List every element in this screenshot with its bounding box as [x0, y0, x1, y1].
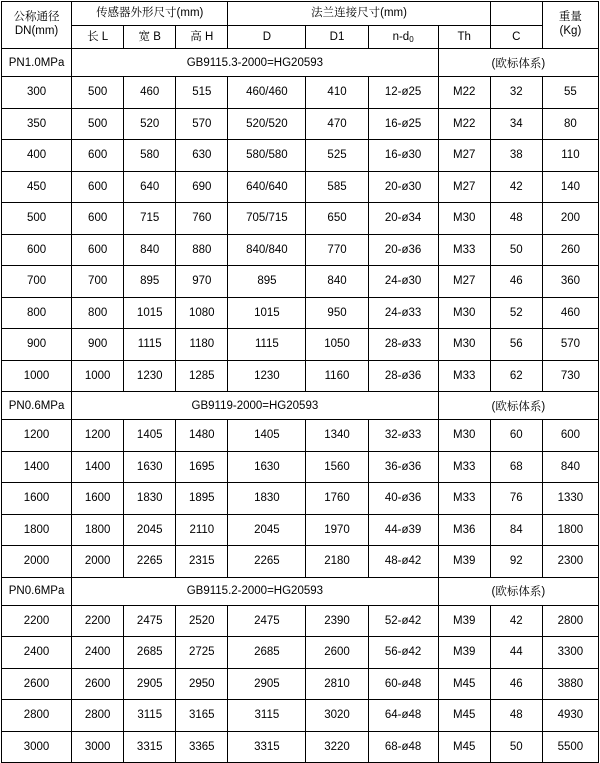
table-row — [2, 546, 599, 578]
cell-weight: 80 — [542, 108, 598, 140]
cell-length-l: 2200 — [72, 605, 124, 637]
table-row — [2, 668, 599, 700]
header-weight — [542, 2, 598, 49]
cell-th: M33 — [438, 451, 490, 483]
cell-d1: 1050 — [306, 329, 368, 361]
cell-width-b: 520 — [124, 108, 176, 140]
cell-weight: 600 — [542, 420, 598, 452]
cell-c: 76 — [490, 483, 542, 515]
cell-c: 34 — [490, 108, 542, 140]
cell-d1: 1560 — [306, 451, 368, 483]
cell-d1: 2810 — [306, 668, 368, 700]
cell-width-b: 1405 — [124, 420, 176, 452]
cell-d1: 1760 — [306, 483, 368, 515]
cell-d: 520/520 — [228, 108, 306, 140]
cell-width-b: 715 — [124, 203, 176, 235]
table-header-row-groups — [2, 2, 599, 26]
table-row — [2, 700, 599, 732]
cell-length-l: 900 — [72, 329, 124, 361]
cell-th: M22 — [438, 77, 490, 109]
cell-width-b: 640 — [124, 171, 176, 203]
cell-c: 84 — [490, 514, 542, 546]
cell-width-b: 1830 — [124, 483, 176, 515]
cell-n-d0: 48-ø42 — [368, 546, 438, 578]
cell-d: 2905 — [228, 668, 306, 700]
cell-th: M30 — [438, 203, 490, 235]
cell-d: 1230 — [228, 360, 306, 392]
cell-th: M45 — [438, 668, 490, 700]
cell-d1: 410 — [306, 77, 368, 109]
cell-weight: 840 — [542, 451, 598, 483]
cell-n-d0: 64-ø48 — [368, 700, 438, 732]
cell-d: 705/715 — [228, 203, 306, 235]
cell-d1: 2600 — [306, 637, 368, 669]
cell-d: 840/840 — [228, 234, 306, 266]
cell-d: 2475 — [228, 605, 306, 637]
header-n-d0: $n-d_0$ — [368, 26, 438, 49]
cell-width-b: 1630 — [124, 451, 176, 483]
cell-length-l: 600 — [72, 203, 124, 235]
cell-width-b: 2685 — [124, 637, 176, 669]
cell-weight: 460 — [542, 297, 598, 329]
cell-length-l: 700 — [72, 266, 124, 298]
cell-height-h: 3165 — [176, 700, 228, 732]
cell-weight: 2300 — [542, 546, 598, 578]
section-pressure-rating: PN0.6MPa — [2, 577, 72, 605]
cell-d: 2045 — [228, 514, 306, 546]
cell-n-d0: 28-ø33 — [368, 329, 438, 361]
cell-d1: 585 — [306, 171, 368, 203]
cell-dn: 1800 — [2, 514, 72, 546]
cell-c: 62 — [490, 360, 542, 392]
cell-d1: 2390 — [306, 605, 368, 637]
cell-dn: 400 — [2, 140, 72, 172]
cell-c: 48 — [490, 203, 542, 235]
cell-n-d0: 56-ø42 — [368, 637, 438, 669]
cell-weight: 5500 — [542, 731, 598, 763]
cell-d1: 650 — [306, 203, 368, 235]
cell-d1: 525 — [306, 140, 368, 172]
header-spacer-c — [490, 2, 542, 26]
table-row — [2, 637, 599, 669]
cell-n-d0: 24-ø30 — [368, 266, 438, 298]
table-row — [2, 605, 599, 637]
header-weight-line1: 重量 — [558, 11, 582, 24]
cell-dn: 2000 — [2, 546, 72, 578]
cell-c: 60 — [490, 420, 542, 452]
cell-width-b: 460 — [124, 77, 176, 109]
cell-dn: 800 — [2, 297, 72, 329]
cell-dn: 500 — [2, 203, 72, 235]
cell-weight: 260 — [542, 234, 598, 266]
cell-height-h: 515 — [176, 77, 228, 109]
cell-width-b: 1015 — [124, 297, 176, 329]
cell-height-h: 2110 — [176, 514, 228, 546]
cell-height-h: 1480 — [176, 420, 228, 452]
cell-length-l: 600 — [72, 234, 124, 266]
cell-length-l: 1600 — [72, 483, 124, 515]
cell-dn: 600 — [2, 234, 72, 266]
cell-height-h: 690 — [176, 171, 228, 203]
cell-length-l: 3000 — [72, 731, 124, 763]
cell-n-d0: 20-ø36 — [368, 234, 438, 266]
cell-length-l: 1200 — [72, 420, 124, 452]
cell-width-b: 2045 — [124, 514, 176, 546]
cell-n-d0: 36-ø36 — [368, 451, 438, 483]
section-standard-system: (欧标体系) — [438, 49, 598, 77]
cell-width-b: 895 — [124, 266, 176, 298]
cell-th: M33 — [438, 234, 490, 266]
header-nominal-diameter-line2: DN(mm) — [14, 25, 59, 37]
cell-th: M36 — [438, 514, 490, 546]
cell-c: 42 — [490, 605, 542, 637]
cell-d: 640/640 — [228, 171, 306, 203]
cell-th: M22 — [438, 108, 490, 140]
cell-dn: 1400 — [2, 451, 72, 483]
cell-d1: 1340 — [306, 420, 368, 452]
cell-length-l: 2000 — [72, 546, 124, 578]
cell-weight: 730 — [542, 360, 598, 392]
cell-width-b: 2905 — [124, 668, 176, 700]
cell-width-b: 3315 — [124, 731, 176, 763]
cell-height-h: 1180 — [176, 329, 228, 361]
table-row — [2, 140, 599, 172]
cell-d1: 1970 — [306, 514, 368, 546]
cell-weight: 2800 — [542, 605, 598, 637]
cell-weight: 1800 — [542, 514, 598, 546]
cell-d: 2265 — [228, 546, 306, 578]
cell-d: 1115 — [228, 329, 306, 361]
cell-d1: 1160 — [306, 360, 368, 392]
section-standard-code: GB9115.3-2000=HG20593 — [72, 49, 439, 77]
section-standard-code: GB9115.2-2000=HG20593 — [72, 577, 439, 605]
cell-c: 32 — [490, 77, 542, 109]
cell-th: M30 — [438, 329, 490, 361]
section-pressure-rating: PN1.0MPa — [2, 49, 72, 77]
cell-width-b: 2265 — [124, 546, 176, 578]
header-th: Th — [438, 26, 490, 49]
cell-length-l: 600 — [72, 140, 124, 172]
header-height-h: 高 H — [176, 26, 228, 49]
cell-c: 38 — [490, 140, 542, 172]
cell-weight: 55 — [542, 77, 598, 109]
table-row — [2, 451, 599, 483]
cell-weight: 570 — [542, 329, 598, 361]
cell-dn: 450 — [2, 171, 72, 203]
table-row — [2, 77, 599, 109]
cell-n-d0: 32-ø33 — [368, 420, 438, 452]
cell-d: 3115 — [228, 700, 306, 732]
cell-d1: 3220 — [306, 731, 368, 763]
cell-dn: 3000 — [2, 731, 72, 763]
cell-n-d0: 20-ø34 — [368, 203, 438, 235]
header-flange-dimensions: 法兰连接尺寸(mm) — [228, 2, 490, 26]
table-row — [2, 420, 599, 452]
cell-th: M45 — [438, 700, 490, 732]
cell-height-h: 570 — [176, 108, 228, 140]
cell-height-h: 1695 — [176, 451, 228, 483]
cell-th: M27 — [438, 140, 490, 172]
section-standard-system: (欧标体系) — [438, 577, 598, 605]
cell-d: 1405 — [228, 420, 306, 452]
cell-weight: 140 — [542, 171, 598, 203]
cell-th: M33 — [438, 483, 490, 515]
table-row — [2, 329, 599, 361]
cell-height-h: 880 — [176, 234, 228, 266]
cell-dn: 300 — [2, 77, 72, 109]
cell-width-b: 840 — [124, 234, 176, 266]
cell-d: 2685 — [228, 637, 306, 669]
cell-d: 895 — [228, 266, 306, 298]
cell-weight: 360 — [542, 266, 598, 298]
cell-d: 1015 — [228, 297, 306, 329]
specification-table — [1, 1, 599, 763]
cell-length-l: 2400 — [72, 637, 124, 669]
cell-c: 50 — [490, 234, 542, 266]
table-row — [2, 483, 599, 515]
cell-height-h: 2950 — [176, 668, 228, 700]
table-row — [2, 514, 599, 546]
cell-n-d0: 60-ø48 — [368, 668, 438, 700]
cell-height-h: 760 — [176, 203, 228, 235]
cell-n-d0: 40-ø36 — [368, 483, 438, 515]
cell-d1: 770 — [306, 234, 368, 266]
cell-th: M39 — [438, 637, 490, 669]
section-standard-code: GB9119-2000=HG20593 — [72, 392, 439, 420]
cell-d: 460/460 — [228, 77, 306, 109]
cell-weight: 3300 — [542, 637, 598, 669]
cell-length-l: 2600 — [72, 668, 124, 700]
cell-dn: 2400 — [2, 637, 72, 669]
cell-n-d0: 52-ø42 — [368, 605, 438, 637]
table-row — [2, 360, 599, 392]
cell-weight: 3880 — [542, 668, 598, 700]
header-width-b: 宽 B — [124, 26, 176, 49]
header-nominal-diameter — [2, 2, 72, 49]
cell-th: M30 — [438, 297, 490, 329]
header-d: D — [228, 26, 306, 49]
cell-c: 50 — [490, 731, 542, 763]
cell-height-h: 1285 — [176, 360, 228, 392]
cell-weight: 1330 — [542, 483, 598, 515]
header-c: C — [490, 26, 542, 49]
cell-height-h: 3365 — [176, 731, 228, 763]
cell-c: 46 — [490, 266, 542, 298]
cell-width-b: 1230 — [124, 360, 176, 392]
section-pressure-rating: PN0.6MPa — [2, 392, 72, 420]
cell-n-d0: 68-ø48 — [368, 731, 438, 763]
cell-length-l: 1800 — [72, 514, 124, 546]
cell-c: 56 — [490, 329, 542, 361]
cell-th: M30 — [438, 420, 490, 452]
section-standard-system: (欧标体系) — [438, 392, 598, 420]
cell-height-h: 1080 — [176, 297, 228, 329]
cell-c: 42 — [490, 171, 542, 203]
cell-dn: 700 — [2, 266, 72, 298]
header-sensor-dimensions: 传感器外形尺寸(mm) — [72, 2, 228, 26]
cell-c: 92 — [490, 546, 542, 578]
cell-dn: 1600 — [2, 483, 72, 515]
cell-width-b: 580 — [124, 140, 176, 172]
cell-length-l: 1400 — [72, 451, 124, 483]
cell-dn: 1200 — [2, 420, 72, 452]
cell-width-b: 1115 — [124, 329, 176, 361]
cell-d1: 950 — [306, 297, 368, 329]
cell-length-l: 500 — [72, 77, 124, 109]
cell-d: 1830 — [228, 483, 306, 515]
cell-dn: 2600 — [2, 668, 72, 700]
cell-c: 68 — [490, 451, 542, 483]
cell-d: 1630 — [228, 451, 306, 483]
cell-weight: 4930 — [542, 700, 598, 732]
cell-weight: 200 — [542, 203, 598, 235]
cell-dn: 2200 — [2, 605, 72, 637]
cell-n-d0: 28-ø36 — [368, 360, 438, 392]
cell-d: 580/580 — [228, 140, 306, 172]
cell-th: M39 — [438, 546, 490, 578]
header-nominal-diameter-line1: 公称通径 — [13, 11, 60, 24]
cell-weight: 110 — [542, 140, 598, 172]
cell-height-h: 970 — [176, 266, 228, 298]
cell-height-h: 2315 — [176, 546, 228, 578]
cell-height-h: 2725 — [176, 637, 228, 669]
cell-th: M45 — [438, 731, 490, 763]
table-row — [2, 234, 599, 266]
header-weight-line2: (Kg) — [559, 25, 582, 37]
header-length-l: 长 L — [72, 26, 124, 49]
cell-n-d0: 44-ø39 — [368, 514, 438, 546]
section-header-row — [2, 577, 599, 605]
cell-height-h: 2520 — [176, 605, 228, 637]
cell-n-d0: 24-ø33 — [368, 297, 438, 329]
cell-height-h: 1895 — [176, 483, 228, 515]
table-row — [2, 297, 599, 329]
table-row — [2, 731, 599, 763]
cell-c: 48 — [490, 700, 542, 732]
cell-dn: 350 — [2, 108, 72, 140]
cell-n-d0: 16-ø25 — [368, 108, 438, 140]
cell-n-d0: 16-ø30 — [368, 140, 438, 172]
cell-c: 52 — [490, 297, 542, 329]
cell-width-b: 2475 — [124, 605, 176, 637]
header-d1: D1 — [306, 26, 368, 49]
cell-th: M27 — [438, 266, 490, 298]
cell-d: 3315 — [228, 731, 306, 763]
cell-th: M27 — [438, 171, 490, 203]
cell-th: M39 — [438, 605, 490, 637]
cell-d1: 470 — [306, 108, 368, 140]
cell-d1: 840 — [306, 266, 368, 298]
table-row — [2, 108, 599, 140]
cell-d1: 3020 — [306, 700, 368, 732]
section-header-row — [2, 392, 599, 420]
table-row — [2, 203, 599, 235]
cell-c: 46 — [490, 668, 542, 700]
cell-length-l: 800 — [72, 297, 124, 329]
cell-n-d0: 20-ø30 — [368, 171, 438, 203]
cell-c: 44 — [490, 637, 542, 669]
table-row — [2, 266, 599, 298]
table-row — [2, 171, 599, 203]
section-header-row — [2, 49, 599, 77]
cell-n-d0: 12-ø25 — [368, 77, 438, 109]
cell-length-l: 2800 — [72, 700, 124, 732]
cell-dn: 900 — [2, 329, 72, 361]
cell-d1: 2180 — [306, 546, 368, 578]
cell-length-l: 500 — [72, 108, 124, 140]
cell-th: M33 — [438, 360, 490, 392]
cell-dn: 2800 — [2, 700, 72, 732]
cell-dn: 1000 — [2, 360, 72, 392]
cell-length-l: 600 — [72, 171, 124, 203]
cell-width-b: 3115 — [124, 700, 176, 732]
cell-height-h: 630 — [176, 140, 228, 172]
table-header-row-columns — [2, 26, 599, 49]
cell-length-l: 1000 — [72, 360, 124, 392]
